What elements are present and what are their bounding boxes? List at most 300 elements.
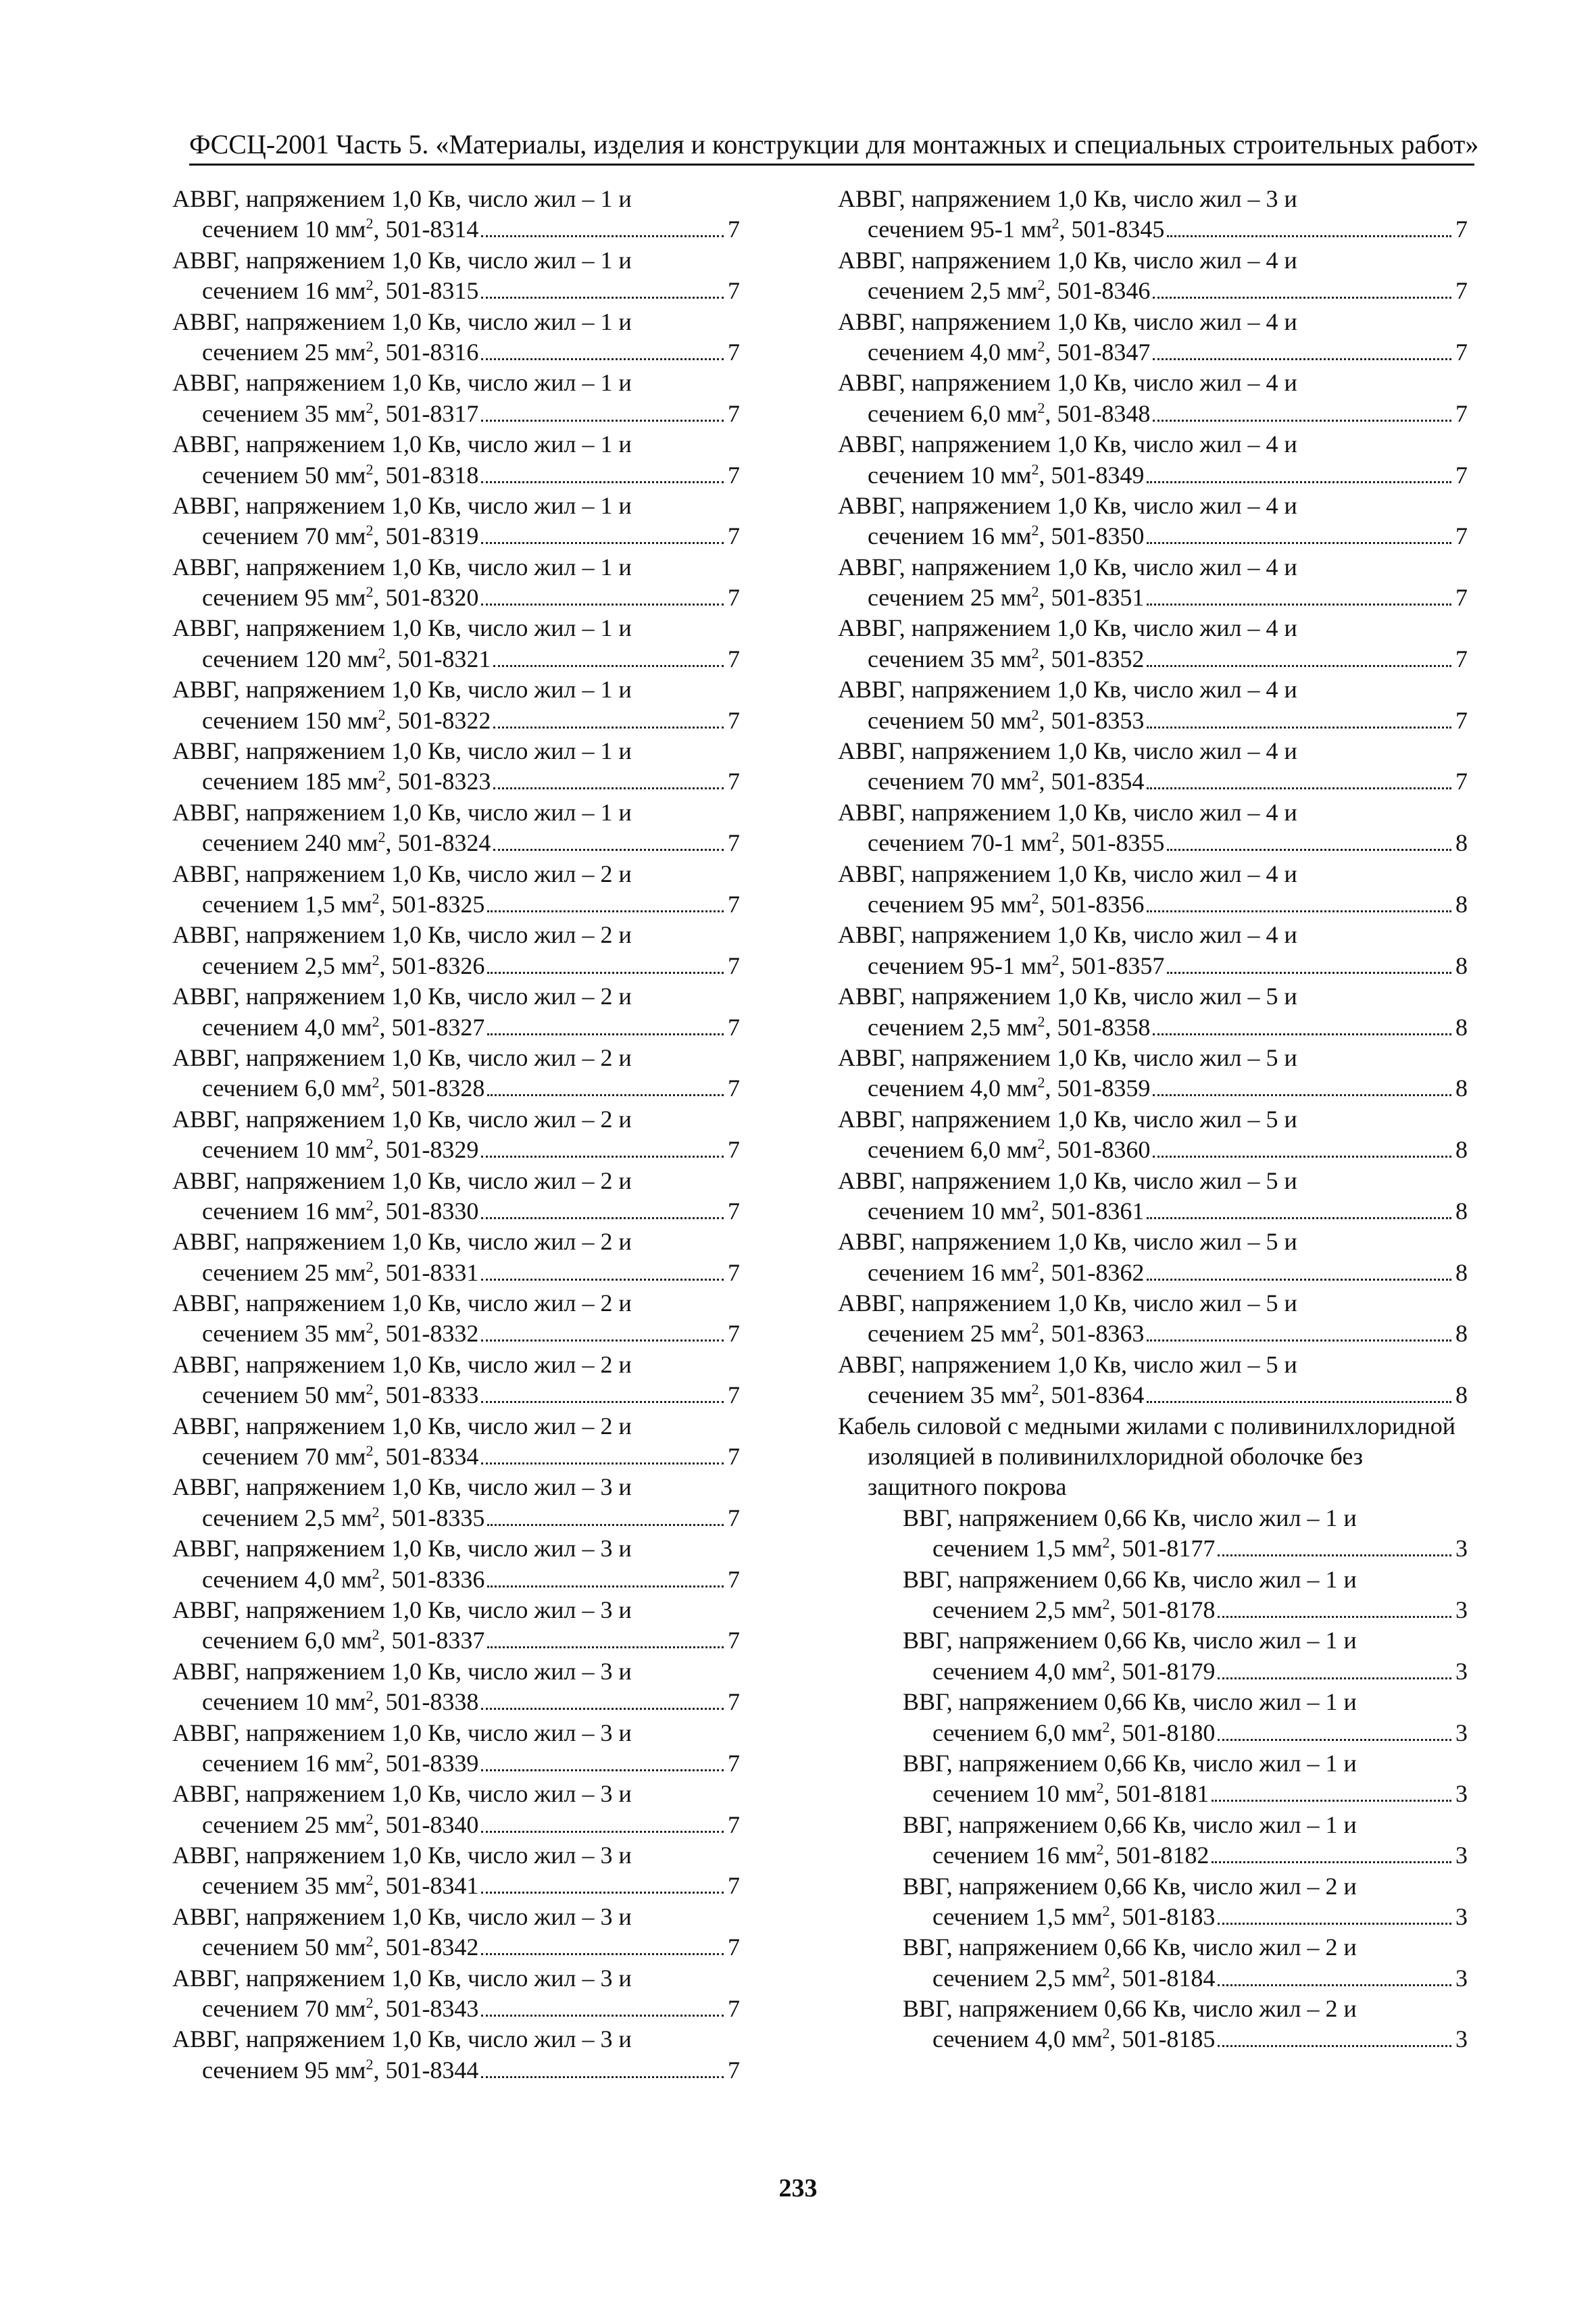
entry-page: 8: [1455, 1075, 1468, 1102]
dot-leader: [487, 1646, 724, 1648]
entry-page: 8: [1455, 1013, 1468, 1041]
entry-section-line: [838, 460, 1468, 491]
entry-section-line: [838, 1779, 1468, 1809]
index-entry: [172, 1656, 740, 1718]
entry-page: 7: [728, 829, 740, 857]
entry-section-text: сечением 35 $мм^2$, 501-8341: [202, 1871, 479, 1900]
index-entry: [838, 674, 1468, 736]
index-entry: [172, 859, 740, 920]
entry-section-line: [172, 706, 740, 736]
entry-section-text: сечением 10 $мм^2$, 501-8338: [202, 1688, 479, 1716]
entry-page: 7: [728, 399, 740, 427]
entry-title: АВВГ, напряжением 1,0 Кв, число жил – 4 и: [838, 614, 1297, 642]
entry-page: 7: [728, 1688, 740, 1716]
dot-leader: [493, 727, 724, 729]
entry-section-text: сечением 6,0 $мм^2$, 501-8348: [868, 399, 1151, 427]
entry-section-line: [172, 1196, 740, 1227]
index-entry: [838, 1288, 1468, 1350]
entry-section-line: [838, 1319, 1468, 1349]
entry-section-line: [838, 583, 1468, 613]
dot-leader: [493, 665, 724, 667]
index-entry: [172, 491, 740, 552]
entry-title: АВВГ, напряжением 1,0 Кв, число жил – 4 и: [838, 737, 1297, 765]
index-entry: [838, 552, 1468, 614]
entry-page: 7: [728, 1504, 740, 1531]
dot-leader: [1212, 1861, 1451, 1863]
entry-section-line: [838, 1380, 1468, 1410]
entry-title: АВВГ, напряжением 1,0 Кв, число жил – 4 и: [838, 307, 1297, 335]
entry-title: АВВГ, напряжением 1,0 Кв, число жил – 3 и: [172, 1473, 632, 1501]
index-entry: [838, 613, 1468, 674]
entry-section-line: [838, 214, 1468, 245]
entry-page: 7: [728, 1381, 740, 1409]
dot-leader: [481, 542, 724, 544]
index-entry: [838, 245, 1468, 307]
entry-section-line: [172, 828, 740, 858]
entry-section-text: сечением 50 $мм^2$, 501-8333: [202, 1381, 479, 1409]
entry-section-text: сечением 35 $мм^2$, 501-8364: [868, 1381, 1145, 1409]
entry-section-line: [838, 706, 1468, 736]
index-entry: [838, 1503, 1468, 1565]
entry-title: АВВГ, напряжением 1,0 Кв, число жил – 2 и: [172, 1289, 632, 1317]
entry-section-line: [172, 1258, 740, 1288]
index-entry: [172, 1350, 740, 1411]
entry-section-line: [838, 1840, 1468, 1871]
right-column: [838, 184, 1468, 2055]
entry-title: АВВГ, напряжением 1,0 Кв, число жил – 1 и: [172, 798, 632, 826]
entry-page: 8: [1455, 1197, 1468, 1225]
entry-title: АВВГ, напряжением 1,0 Кв, число жил – 5 и: [838, 983, 1297, 1010]
entry-page: 7: [728, 522, 740, 550]
entry-title: АВВГ, напряжением 1,0 Кв, число жил – 1 и: [172, 369, 632, 397]
entry-title: АВВГ, напряжением 1,0 Кв, число жил – 1 и: [172, 430, 632, 458]
entry-section-line: [838, 276, 1468, 306]
entry-section-text: сечением 2,5 $мм^2$, 501-8358: [868, 1012, 1151, 1041]
entry-section-line: [838, 1963, 1468, 1994]
entry-section-text: сечением 150 $мм^2$, 501-8322: [202, 706, 491, 734]
entry-page: 3: [1455, 1657, 1468, 1685]
entry-section-text: сечением 10 $мм^2$, 501-8329: [202, 1135, 479, 1164]
entry-section-line: [172, 1073, 740, 1104]
entry-section-text: сечением 6,0 $мм^2$, 501-8328: [202, 1074, 485, 1102]
entry-section-line: [838, 1258, 1468, 1288]
entry-section-line: [838, 1196, 1468, 1227]
index-entry: [838, 1043, 1468, 1104]
entry-title: АВВГ, напряжением 1,0 Кв, число жил – 3 и: [172, 1535, 632, 1562]
entry-section-line: [838, 889, 1468, 920]
entry-page: 7: [1455, 399, 1468, 427]
entry-page: 7: [728, 1197, 740, 1225]
entry-section-text: сечением 2,5 $мм^2$, 501-8346: [868, 276, 1151, 305]
dot-leader: [481, 358, 724, 360]
index-entry: [172, 1472, 740, 1533]
page-header: ФССЦ-2001 Часть 5. «Материалы, изделия и конструкции для монтажных и специальных строительных работ»: [189, 129, 1479, 159]
entry-page: 3: [1455, 1596, 1468, 1624]
entry-page: 3: [1455, 1842, 1468, 1869]
dot-leader: [1147, 604, 1451, 606]
entry-title: АВВГ, напряжением 1,0 Кв, число жил – 1 и: [172, 614, 632, 642]
entry-title: АВВГ, напряжением 1,0 Кв, число жил – 2 и: [172, 860, 632, 887]
entry-title: АВВГ, напряжением 1,0 Кв, число жил – 2 и: [172, 1350, 632, 1378]
dot-leader: [487, 1524, 724, 1526]
entry-section-line: [838, 521, 1468, 551]
dot-leader: [481, 1339, 724, 1341]
entry-section-text: сечением 50 $мм^2$, 501-8342: [202, 1933, 479, 1961]
entry-title: АВВГ, напряжением 1,0 Кв, число жил – 2 и: [172, 1166, 632, 1194]
entry-section-text: сечением 120 $мм^2$, 501-8321: [202, 644, 491, 672]
index-entry: [172, 429, 740, 491]
index-entry: [838, 1350, 1468, 1411]
entry-section-line: [172, 460, 740, 491]
index-entry: [172, 307, 740, 368]
entry-section-text: сечением 50 $мм^2$, 501-8353: [868, 706, 1145, 734]
entry-section-line: [838, 951, 1468, 981]
index-entry: [838, 1687, 1468, 1748]
entry-section-text: сечением 10 $мм^2$, 501-8314: [202, 215, 479, 243]
entry-title: ВВГ, напряжением 0,66 Кв, число жил – 1 и: [903, 1565, 1357, 1593]
entry-section-line: [172, 1442, 740, 1472]
entry-section-line: [172, 644, 740, 674]
entry-section-line: [172, 583, 740, 613]
index-entry: [838, 1166, 1468, 1227]
index-entry: [172, 1963, 740, 2025]
entry-section-line: [172, 1503, 740, 1533]
dot-leader: [1153, 1094, 1451, 1096]
dot-leader: [481, 420, 724, 422]
entry-page: 7: [728, 277, 740, 305]
entry-page: 8: [1455, 952, 1468, 979]
entry-section-line: [172, 951, 740, 981]
entry-section-text: сечением 25 $мм^2$, 501-8316: [202, 337, 479, 366]
entry-section-line: [172, 889, 740, 920]
entry-title: АВВГ, напряжением 1,0 Кв, число жил – 3 и: [172, 1719, 632, 1746]
index-entry: [172, 1166, 740, 1227]
entry-section-line: [172, 766, 740, 797]
dot-leader: [1218, 1984, 1451, 1986]
entry-section-text: сечением 25 $мм^2$, 501-8351: [868, 583, 1145, 612]
entry-section-text: сечением 6,0 $мм^2$, 501-8180: [932, 1718, 1216, 1746]
entry-section-line: [172, 276, 740, 306]
dot-leader: [1147, 481, 1451, 483]
dot-leader: [1218, 1739, 1451, 1741]
entry-section-text: сечением 16 $мм^2$, 501-8315: [202, 276, 479, 305]
entry-section-text: сечением 70 $мм^2$, 501-8343: [202, 1994, 479, 2023]
entry-title: АВВГ, напряжением 1,0 Кв, число жил – 3 и: [172, 2025, 632, 2053]
entry-section-line: [172, 1748, 740, 1779]
entry-title: АВВГ, напряжением 1,0 Кв, число жил – 3 и: [172, 1657, 632, 1685]
entry-page: 7: [728, 706, 740, 734]
entry-page: 7: [728, 1872, 740, 1900]
entry-page: 7: [1455, 706, 1468, 734]
index-entry: [172, 245, 740, 307]
left-column: [172, 184, 740, 2086]
dot-leader: [481, 235, 724, 237]
entry-section-text: сечением 4,0 $мм^2$, 501-8347: [868, 337, 1151, 366]
entry-page: 7: [728, 2056, 740, 2084]
entry-title: АВВГ, напряжением 1,0 Кв, число жил – 4 и: [838, 430, 1297, 458]
index-entry: [838, 1994, 1468, 2055]
index-entry: [838, 1104, 1468, 1166]
entry-page: 7: [728, 1995, 740, 2023]
entry-title: ВВГ, напряжением 0,66 Кв, число жил – 2 и: [903, 1995, 1357, 2023]
index-entry: [172, 674, 740, 736]
index-entry: [172, 1595, 740, 1656]
entry-title: ВВГ, напряжением 0,66 Кв, число жил – 1 и: [903, 1811, 1357, 1838]
entry-page: 7: [728, 1013, 740, 1041]
entry-title: АВВГ, напряжением 1,0 Кв, число жил – 3 и: [172, 1964, 632, 1992]
entry-section-text: сечением 16 $мм^2$, 501-8339: [202, 1748, 479, 1777]
entry-title: АВВГ, напряжением 1,0 Кв, число жил – 2 и: [172, 983, 632, 1010]
entry-section-line: [172, 1319, 740, 1349]
dot-leader: [481, 2015, 724, 2017]
index-entry: [838, 736, 1468, 797]
dot-leader: [1147, 665, 1451, 667]
entry-section-text: сечением 95 $мм^2$, 501-8356: [868, 889, 1145, 918]
index-entry: [172, 1227, 740, 1288]
entry-page: 7: [728, 216, 740, 243]
index-entry: [838, 859, 1468, 920]
entry-page: 7: [1455, 584, 1468, 612]
entry-section-text: сечением 95 $мм^2$, 501-8320: [202, 583, 479, 612]
dot-leader: [1147, 910, 1451, 912]
entry-section-text: сечением 4,0 $мм^2$, 501-8359: [868, 1074, 1151, 1102]
index-entry: [838, 368, 1468, 429]
entry-section-line: [172, 2055, 740, 2086]
dot-leader: [481, 1401, 724, 1403]
entry-section-line: [838, 1595, 1468, 1625]
section-entries: [838, 1503, 1468, 2055]
entry-section-line: [838, 1902, 1468, 1932]
dot-leader: [481, 1892, 724, 1894]
entry-section-line: [838, 399, 1468, 429]
entry-title: АВВГ, напряжением 1,0 Кв, число жил – 5 и: [838, 1105, 1297, 1133]
index-entry: [172, 1043, 740, 1104]
dot-leader: [481, 2076, 724, 2078]
entry-section-text: сечением 50 $мм^2$, 501-8318: [202, 460, 479, 489]
index-entry: [172, 797, 740, 859]
dot-leader: [481, 1462, 724, 1464]
entry-title: АВВГ, напряжением 1,0 Кв, число жил – 3 и: [172, 1902, 632, 1930]
entry-section-line: [172, 1810, 740, 1840]
dot-leader: [487, 1033, 724, 1035]
dot-leader: [481, 1279, 724, 1281]
dot-leader: [487, 1585, 724, 1587]
entry-title: АВВГ, напряжением 1,0 Кв, число жил – 4 и: [838, 553, 1297, 581]
entry-section-text: сечением 95-1 $мм^2$, 501-8345: [868, 215, 1165, 243]
index-entry: [172, 184, 740, 245]
entry-title: АВВГ, напряжением 1,0 Кв, число жил – 3 и: [172, 1596, 632, 1623]
dot-leader: [1147, 1217, 1451, 1219]
entry-section-line: [172, 399, 740, 429]
dot-leader: [1167, 972, 1451, 974]
index-entry: [172, 1779, 740, 1840]
entry-section-text: сечением 10 $мм^2$, 501-8361: [868, 1196, 1145, 1225]
index-entry: [172, 1902, 740, 1963]
entry-page: 7: [728, 461, 740, 489]
entry-section-line: [838, 1656, 1468, 1687]
index-entry: [172, 1718, 740, 1779]
entry-section-text: сечением 16 $мм^2$, 501-8182: [932, 1841, 1210, 1869]
index-entry: [838, 797, 1468, 859]
dot-leader: [487, 910, 724, 912]
dot-leader: [1147, 1279, 1451, 1281]
entry-section-line: [838, 337, 1468, 368]
entry-section-line: [172, 1687, 740, 1717]
dot-leader: [1218, 1923, 1451, 1925]
dot-leader: [481, 1831, 724, 1833]
entry-title: АВВГ, напряжением 1,0 Кв, число жил – 5 и: [838, 1228, 1297, 1256]
index-entry: [172, 920, 740, 981]
entry-page: 7: [728, 952, 740, 979]
entry-title: АВВГ, напряжением 1,0 Кв, число жил – 4 и: [838, 369, 1297, 397]
entry-section-text: сечением 1,5 $мм^2$, 501-8183: [932, 1902, 1216, 1930]
entry-title: АВВГ, напряжением 1,0 Кв, число жил – 1 и: [172, 553, 632, 581]
entry-page: 3: [1455, 1535, 1468, 1562]
index-entry: [838, 981, 1468, 1043]
entry-title: АВВГ, напряжением 1,0 Кв, число жил – 2 и: [172, 1228, 632, 1256]
entry-section-line: [838, 828, 1468, 858]
index-entry: [838, 1565, 1468, 1626]
entry-section-text: сечением 35 $мм^2$, 501-8332: [202, 1319, 479, 1348]
index-entry: [838, 429, 1468, 491]
entry-page: 7: [728, 1075, 740, 1102]
index-entry: [172, 1533, 740, 1595]
entry-page: 7: [728, 890, 740, 918]
entry-section-line: [172, 1012, 740, 1043]
entry-section-line: [838, 1073, 1468, 1104]
entry-section-text: сечением 185 $мм^2$, 501-8323: [202, 767, 491, 795]
entry-title: АВВГ, напряжением 1,0 Кв, число жил – 1 и: [172, 307, 632, 335]
dot-leader: [1218, 2045, 1451, 2047]
entry-section-line: [838, 1533, 1468, 1564]
index-entry: [172, 1288, 740, 1350]
dot-leader: [481, 1708, 724, 1710]
dot-leader: [1218, 1616, 1451, 1618]
dot-leader: [481, 481, 724, 483]
entry-title: АВВГ, напряжением 1,0 Кв, число жил – 4 и: [838, 491, 1297, 519]
entry-page: 8: [1455, 1320, 1468, 1348]
entry-section-line: [172, 521, 740, 551]
entry-title: АВВГ, напряжением 1,0 Кв, число жил – 2 и: [172, 1105, 632, 1133]
entry-section-line: [838, 1135, 1468, 1165]
entry-title: ВВГ, напряжением 0,66 Кв, число жил – 2 и: [903, 1934, 1357, 1961]
entry-title: АВВГ, напряжением 1,0 Кв, число жил – 1 и: [172, 676, 632, 704]
index-entry: [172, 1840, 740, 1902]
dot-leader: [481, 1953, 724, 1955]
entry-title: АВВГ, напряжением 1,0 Кв, число жил – 5 и: [838, 1166, 1297, 1194]
entry-section-text: сечением 70 $мм^2$, 501-8354: [868, 767, 1145, 795]
entry-section-text: сечением 4,0 $мм^2$, 501-8185: [932, 2025, 1216, 2053]
dot-leader: [1153, 1156, 1451, 1158]
entry-page: 8: [1455, 1258, 1468, 1286]
entry-page: 7: [1455, 645, 1468, 672]
entry-page: 7: [1455, 461, 1468, 489]
entry-section-text: сечением 4,0 $мм^2$, 501-8336: [202, 1565, 485, 1593]
entry-section-text: сечением 25 $мм^2$, 501-8340: [202, 1810, 479, 1838]
entry-section-line: [172, 1565, 740, 1595]
entry-section-text: сечением 4,0 $мм^2$, 501-8327: [202, 1012, 485, 1041]
entry-title: АВВГ, напряжением 1,0 Кв, число жил – 2 и: [172, 1043, 632, 1071]
index-entry: [838, 1932, 1468, 1994]
entry-section-text: сечением 35 $мм^2$, 501-8317: [202, 399, 479, 427]
index-entry: [838, 1625, 1468, 1687]
entry-section-line: [172, 1932, 740, 1963]
index-entry: [838, 491, 1468, 552]
entry-section-line: [838, 1012, 1468, 1043]
entry-page: 7: [728, 1258, 740, 1286]
entry-section-text: сечением 2,5 $мм^2$, 501-8178: [932, 1596, 1216, 1624]
entry-section-text: сечением 4,0 $мм^2$, 501-8179: [932, 1656, 1216, 1685]
dot-leader: [1167, 235, 1451, 237]
index-entry: [838, 1810, 1468, 1871]
dot-leader: [1212, 1800, 1451, 1802]
entry-page: 8: [1455, 829, 1468, 857]
entry-section-text: сечением 6,0 $мм^2$, 501-8337: [202, 1626, 485, 1654]
dot-leader: [1153, 1033, 1451, 1035]
entry-title: АВВГ, напряжением 1,0 Кв, число жил – 5 и: [838, 1043, 1297, 1071]
entry-section-line: [172, 1380, 740, 1410]
entry-section-text: сечением 6,0 $мм^2$, 501-8360: [868, 1135, 1151, 1164]
entry-page: 7: [728, 1934, 740, 1961]
entry-section-line: [838, 2024, 1468, 2054]
entry-title: АВВГ, напряжением 1,0 Кв, число жил – 1 и: [172, 185, 632, 212]
dot-leader: [493, 787, 724, 789]
dot-leader: [1153, 297, 1451, 299]
entry-page: 7: [728, 768, 740, 795]
entry-title: АВВГ, напряжением 1,0 Кв, число жил – 2 и: [172, 1412, 632, 1439]
dot-leader: [1153, 420, 1451, 422]
entry-page: 7: [1455, 216, 1468, 243]
entry-section-text: сечением 2,5 $мм^2$, 501-8184: [932, 1963, 1216, 1992]
dot-leader: [1167, 849, 1451, 851]
index-entry: [838, 1227, 1468, 1288]
entry-section-line: [172, 1625, 740, 1656]
entry-section-text: сечением 10 $мм^2$, 501-8181: [932, 1779, 1210, 1808]
entry-section-text: сечением 95 $мм^2$, 501-8344: [202, 2055, 479, 2084]
dot-leader: [1147, 787, 1451, 789]
entry-page: 8: [1455, 890, 1468, 918]
index-entry: [838, 920, 1468, 981]
entry-page: 7: [728, 338, 740, 366]
entry-section-text: сечением 1,5 $мм^2$, 501-8325: [202, 889, 485, 918]
entry-section-text: сечением 70-1 $мм^2$, 501-8355: [868, 829, 1165, 857]
entry-page: 3: [1455, 2025, 1468, 2053]
index-entry: [172, 981, 740, 1043]
dot-leader: [1147, 542, 1451, 544]
entry-title: АВВГ, напряжением 1,0 Кв, число жил – 1 и: [172, 491, 632, 519]
entry-section-line: [838, 1718, 1468, 1748]
entry-section-text: сечением 2,5 $мм^2$, 501-8335: [202, 1503, 485, 1531]
entry-title: АВВГ, напряжением 1,0 Кв, число жил – 3 и: [838, 185, 1297, 212]
index-entry: [838, 1871, 1468, 1933]
entry-page: 3: [1455, 1964, 1468, 1992]
dot-leader: [481, 297, 724, 299]
dot-leader: [487, 1094, 724, 1096]
entry-section-line: [172, 1994, 740, 2024]
entry-title: ВВГ, напряжением 0,66 Кв, число жил – 2 и: [903, 1872, 1357, 1900]
dot-leader: [481, 1156, 724, 1158]
entry-page: 7: [728, 1320, 740, 1348]
entry-section-text: сечением 70 $мм^2$, 501-8334: [202, 1442, 479, 1471]
dot-leader: [481, 1217, 724, 1219]
entry-title: АВВГ, напряжением 1,0 Кв, число жил – 1 и: [172, 737, 632, 765]
entry-section-text: сечением 25 $мм^2$, 501-8363: [868, 1319, 1145, 1348]
entry-section-text: сечением 16 $мм^2$, 501-8362: [868, 1258, 1145, 1286]
entry-title: АВВГ, напряжением 1,0 Кв, число жил – 4 и: [838, 860, 1297, 887]
entry-page: 7: [728, 1627, 740, 1654]
entry-section-text: сечением 95-1 $мм^2$, 501-8357: [868, 951, 1165, 979]
dot-leader: [493, 849, 724, 851]
